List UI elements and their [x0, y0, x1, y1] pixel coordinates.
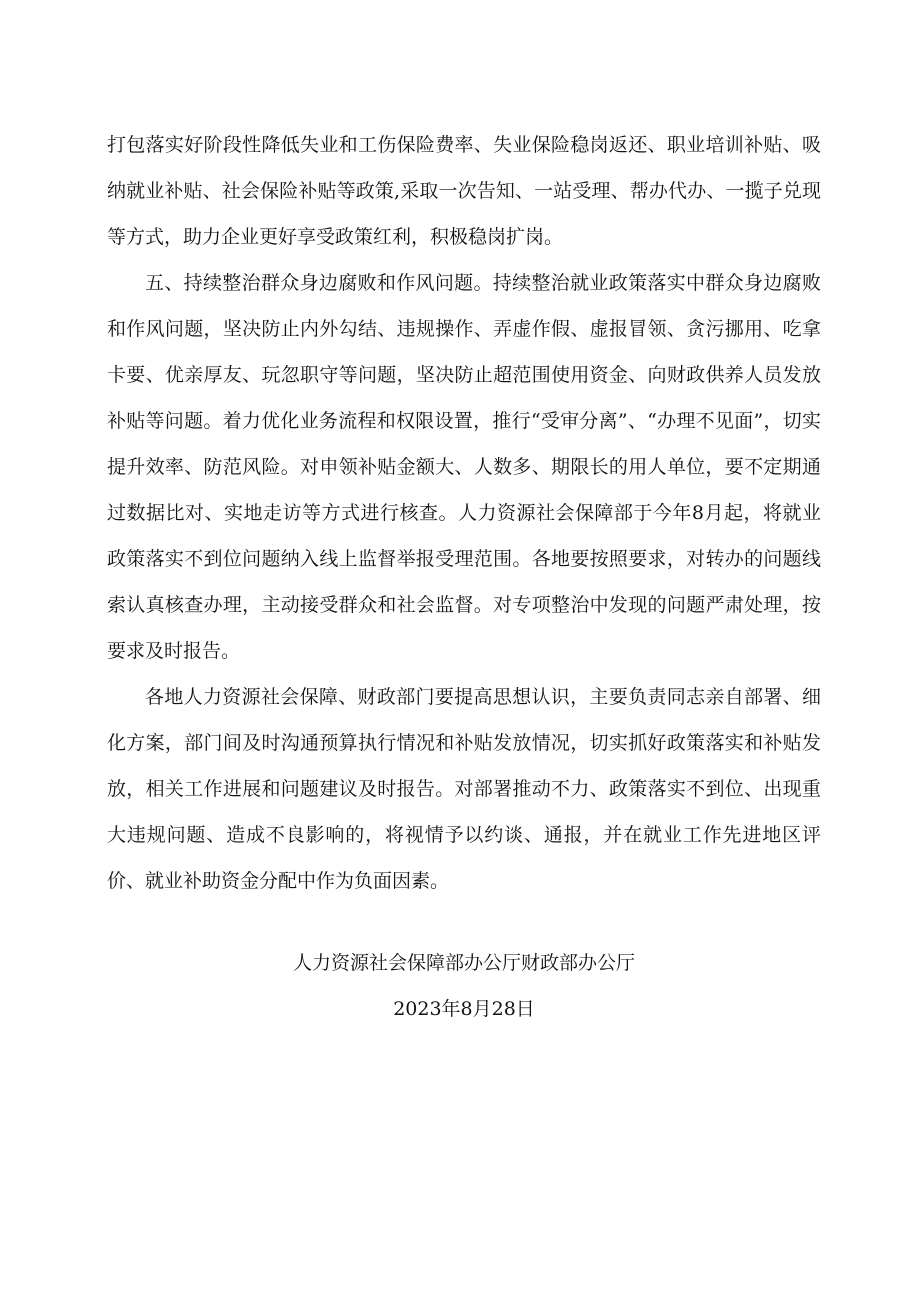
signature-date: 2023年8月28日 — [393, 998, 535, 1020]
paragraph-closing: 各地人力资源社会保障、财政部门要提高思想认识，主要负责同志亲自部署、细化方案，部门间及时沟通预算执行情况和补贴发放情况，切实抓好政策落实和补贴发放，相关工作进展和问题建议及时报告。对部署推动不力、政策落实不到位、出现重大违规问题、造成不良影响的，将视情予以约谈、通报，并在就业工作先进地区评价、就业补助资金分配中作为负面因素。 — [107, 686, 821, 892]
document-page — [107, 122, 821, 1020]
paragraph-continuation: 打包落实好阶段性降低失业和工伤保险费率、失业保险稳岗返还、职业培训补贴、吸纳就业补贴、社会保险补贴等政策,采取一次告知、一站受理、帮办代办、一揽子兑现等方式，助力企业更好享受政策红利，积极稳岗扩岗。 — [107, 134, 821, 248]
signature-organizations: 人力资源社会保障部办公厅财政部办公厅 — [292, 952, 635, 974]
paragraph-section-five: 五、持续整治群众身边腐败和作风问题。持续整治就业政策落实中群众身边腐败和作风问题，坚决防止内外勾结、违规操作、弄虚作假、虚报冒领、贪污挪用、吃拿卡要、优亲厚友、玩忽职守等问题，坚决防止超范围使用资金、向财政供养人员发放补贴等问题。着力优化业务流程和权限设置，推行“受审分离”、“办理不见面”，切实提升效率、防范风险。对申领补贴金额大、人数多、期限长的用人单位，要不定期通过数据比对、实地走访等方式进行核查。人力资源社会保障部于今年8月起，将就业政策落实不到位问题纳入线上监督举报受理范围。各地要按照要求，对转办的问题线索认真核查办理，主动接受群众和社会监督。对专项整治中发现的问题严肃处理，按要求及时报告。 — [107, 272, 821, 662]
